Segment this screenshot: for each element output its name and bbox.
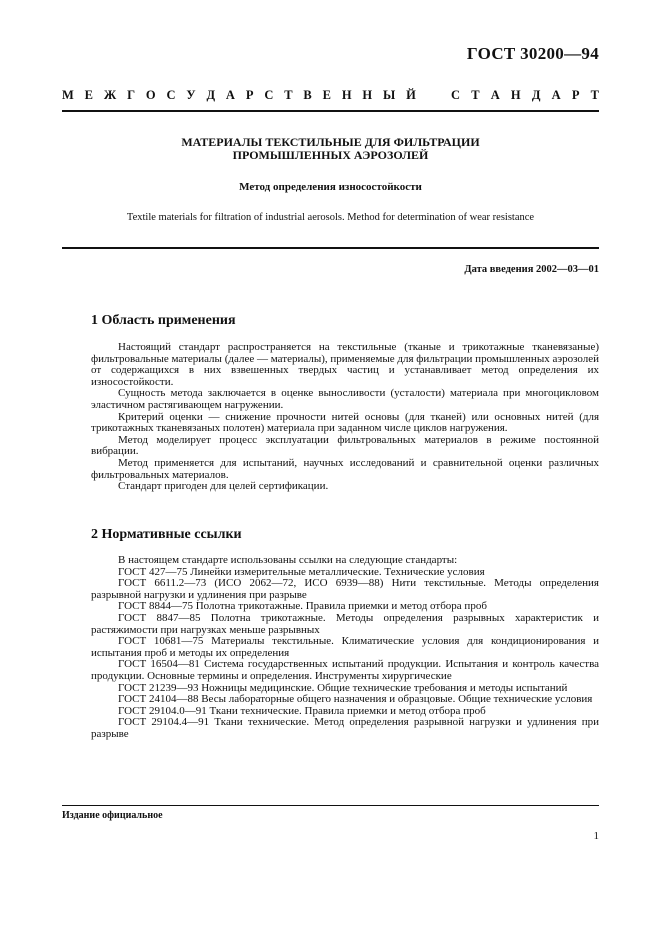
banner-letter: Т [284,88,293,102]
banner-letter: У [186,88,196,102]
reference-item: ГОСТ 16504—81 Система государственных испытаний продукции. Испытания и контроль качества продукции. Основные термины и определения. Инструменты хирургические [91,658,599,682]
section-1-body [91,342,599,493]
banner-letter: Д [531,88,541,102]
reference-item: ГОСТ 21239—93 Ножницы медицинские. Общие технические требования и методы испытаний [118,681,568,694]
banner-letter: Г [127,88,136,102]
banner-letter: Ж [103,88,117,102]
reference-item: ГОСТ 427—75 Линейки измерительные металлические. Технические условия [118,565,485,578]
intro-date: Дата введения 2002—03—01 [464,264,599,275]
banner-letter: Т [590,88,599,102]
interstate-word-2 [451,88,599,103]
paragraph: Метод моделирует процесс эксплуатации фильтровальных материалов в режиме постоянной вибрации. [91,433,599,458]
gost-code: ГОСТ 30200—94 [466,44,599,63]
banner-letter: Н [362,88,373,102]
page-number: 1 [593,830,599,842]
banner-letter: Д [206,88,216,102]
reference-item: ГОСТ 24104—88 Весы лабораторные общего назначения и образцовые. Общие технические условия [118,693,593,706]
reference-item: ГОСТ 8847—85 Полотна трикотажные. Методы определения разрывных характеристик и растяжимости при нагрузках меньше разрывных [91,611,599,636]
banner-letter: О [145,88,156,102]
banner-letter: В [303,88,312,102]
document-title [62,136,599,162]
interstate-word-1 [62,88,416,103]
banner-letter: Ы [383,88,396,102]
paragraph: Настоящий стандарт распространяется на текстильные (тканые и трикотажные тканевязаные) фильтровальные материалы (далее — материалы), применяемые для фильтрации промышленных аэрозолей от содержащихся в них взвешенных твердых частиц и устанавливает метод определения их износостойкости. [91,341,599,388]
title-line-1: МАТЕРИАЛЫ ТЕКСТИЛЬНЫЕ ДЛЯ ФИЛЬТРАЦИИ [181,135,480,149]
banner-letter: Р [571,88,580,102]
paragraph: Сущность метода заключается в оценке выносливости (усталости) материала при многоцикловом эластичном растягивающем нагружении. [91,387,599,411]
banner-letter: Т [471,88,480,102]
method-subtitle: Метод определения износостойкости [239,181,422,193]
banner-letter: А [490,88,500,102]
banner-letter: Н [510,88,521,102]
english-title: Textile materials for filtration of industrial aerosols. Method for determination of wear resistance [126,212,535,223]
banner-letter: М [62,88,74,102]
section-2-heading: 2 Нормативные ссылки [91,527,242,542]
title-line-2: ПРОМЫШЛЕННЫХ АЭРОЗОЛЕЙ [232,148,429,162]
banner-letter: А [225,88,235,102]
banner-letter: Н [341,88,352,102]
reference-item: ГОСТ 29104.0—91 Ткани технические. Правила приемки и метод отбора проб [118,704,486,717]
banner-letter: Й [406,88,416,102]
banner-letter: Е [322,88,331,102]
footer-rule [62,805,599,806]
title-rule [62,247,599,249]
banner-letter: С [166,88,176,102]
reference-item: ГОСТ 29104.4—91 Ткани технические. Метод определения разрывной нагрузки и удлинения при разрыве [91,716,599,740]
top-rule [62,110,599,112]
banner-letter: С [264,88,274,102]
reference-item: ГОСТ 6611.2—73 (ИСО 2062—72, ИСО 6939—88) Нити текстильные. Методы определения разрывной нагрузки и удлинения при разрыве [91,577,599,601]
reference-item: ГОСТ 10681—75 Материалы текстильные. Климатические условия для кондиционирования и испытания проб и методы их определения [91,635,599,659]
banner-letter: С [451,88,461,102]
banner-letter: Р [245,88,254,102]
banner-letter: Е [84,88,94,102]
paragraph: Стандарт пригоден для целей сертификации. [118,480,329,493]
paragraph: Критерий оценки — снижение прочности нитей основы (для тканей) или основных нитей (для трикотажных тканевязаных полотен) материала при заданном числе циклов нагружения. [91,410,599,435]
interstate-standard-banner [62,88,599,103]
paragraph: Метод применяется для испытаний, научных исследований и сравнительной оценки различных фильтровальных материалов. [91,456,599,481]
section-1-heading: 1 Область применения [91,313,236,328]
section-2-body [91,555,599,741]
reference-item: ГОСТ 8844—75 Полотна трикотажные. Правила приемки и метод отбора проб [118,600,487,613]
paragraph: В настоящем стандарте использованы ссылки на следующие стандарты: [118,554,458,566]
official-edition-label: Издание официальное [62,810,163,821]
banner-letter: А [551,88,561,102]
